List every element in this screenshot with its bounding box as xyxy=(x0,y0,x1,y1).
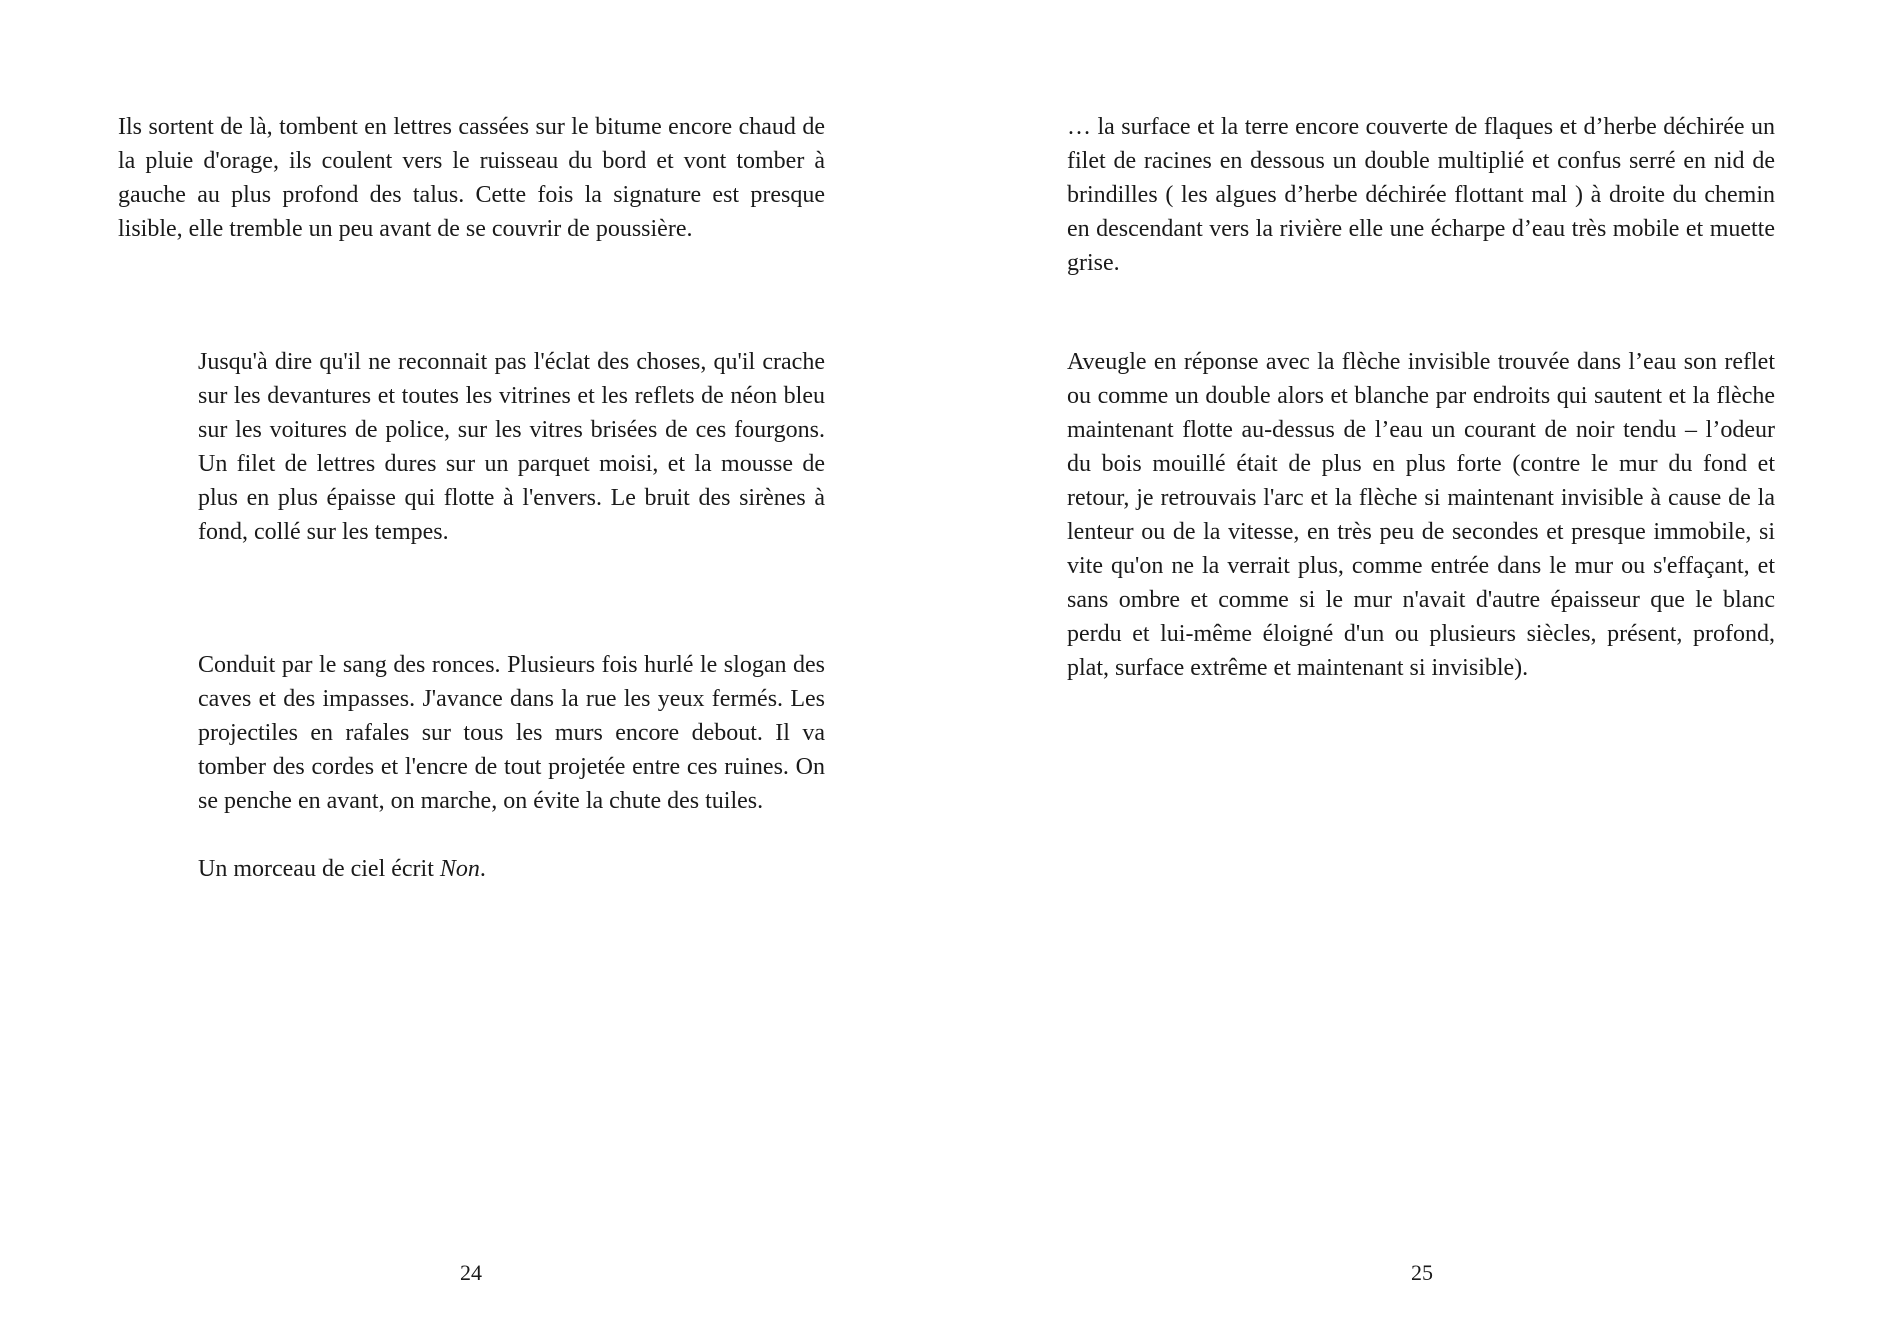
closing-line-emphasis: Non xyxy=(439,856,480,882)
left-paragraph-2: Jusqu'à dire qu'il ne reconnait pas l'éclat des choses, qu'il crache sur les devantures et toutes les vitrines et les reflets de néon bleu sur les voitures de police, sur les vitres brisées de ces fourgons. Un filet de lettres dures sur un parquet moisi, et la mousse de plus en plus épaisse qui flotte à l'envers. Le bruit des sirènes à fond, collé sur les tempes. xyxy=(198,349,825,545)
page-number-left: 24 xyxy=(460,1260,482,1285)
closing-line-suffix: . xyxy=(479,856,486,882)
right-paragraph-2: Aveugle en réponse avec la flèche invisible trouvée dans l’eau son reflet ou comme un double alors et blanche par endroits qui sautent et la flèche maintenant flotte au-dessus de l’eau un courant de noir tendu – l’odeur du bois mouillé était de plus en plus forte (contre le mur du fond et retour, je retrouvais l'arc et la flèche si maintenant invisible à cause de la lenteur ou de la vitesse, en très peu de secondes et presque immobile, si vite qu'on ne la verrait plus, comme entrée dans le mur ou s'effaçant, et sans ombre et comme si le mur n'avait d'autre épaisseur que le blanc perdu et lui-même éloigné d'un ou plusieurs siècles, présent, profond, plat, surface extrême et maintenant si invisible). xyxy=(1067,349,1775,681)
closing-line-prefix: Un morceau de ciel écrit xyxy=(198,856,440,882)
page-number-right: 25 xyxy=(1411,1260,1433,1285)
right-page xyxy=(941,0,1883,1332)
left-paragraph-1: Ils sortent de là, tombent en lettres cassées sur le bitume encore chaud de la pluie d'orage, ils coulent vers le ruisseau du bord et vont tomber à gauche au plus profond des talus. Cette fois la signature est presque lisible, elle tremble un peu avant de se couvrir de poussière. xyxy=(118,114,825,242)
left-paragraph-3: Conduit par le sang des ronces. Plusieurs fois hurlé le slogan des caves et des impasses. J'avance dans la rue les yeux fermés. Les projectiles en rafales sur tous les murs encore debout. Il va tomber des cordes et l'encre de tout projetée entre ces ruines. On se penche en avant, on marche, on évite la chute des tuiles. xyxy=(198,652,825,814)
left-closing-line xyxy=(198,852,825,886)
right-paragraph-1: … la surface et la terre encore couverte de flaques et d’herbe déchirée un filet de racines en dessous un double multiplié et confus serré en nid de brindilles ( les algues d’herbe déchirée flottant mal ) à droite du chemin en descendant vers la rivière elle une écharpe d’eau très mobile et muette grise. xyxy=(1067,114,1775,276)
left-page xyxy=(0,0,941,1332)
